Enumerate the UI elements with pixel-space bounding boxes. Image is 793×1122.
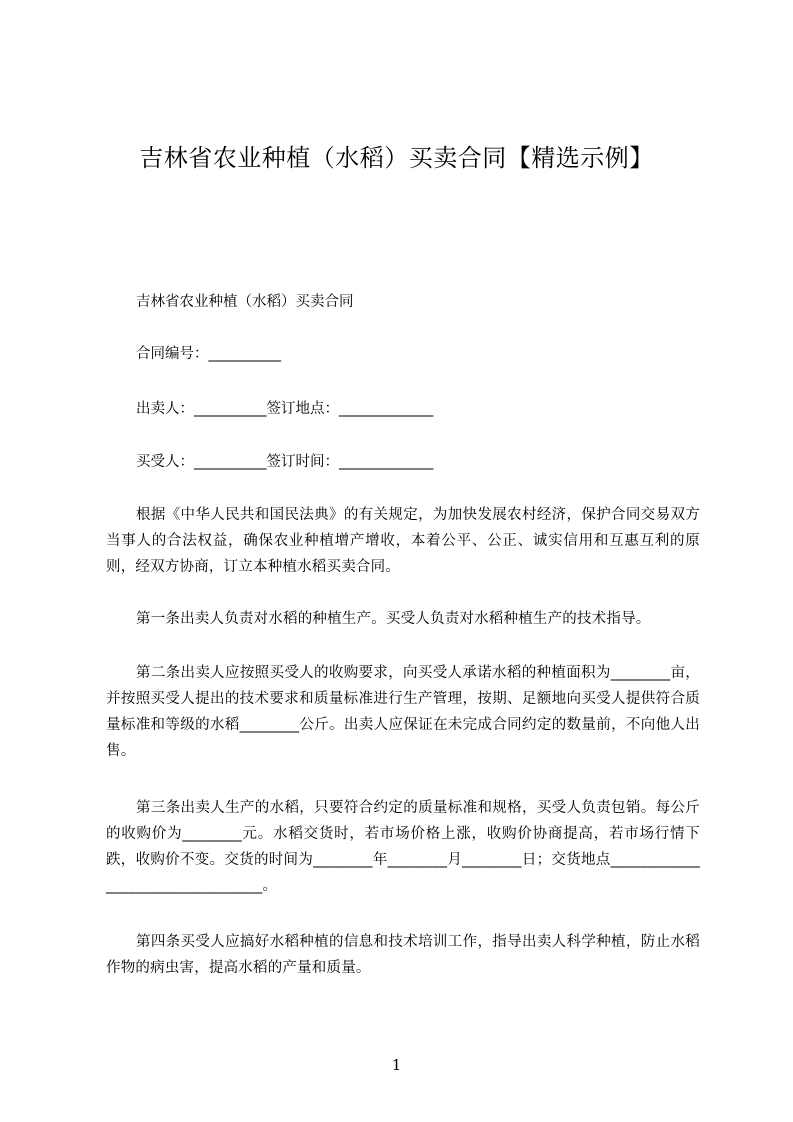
seller-signing-place-line: 出卖人：__________签订地点：_____________ [136,401,434,417]
contract-subtitle: 吉林省农业种植（水稻）买卖合同 [136,294,354,310]
preamble-paragraph: 根据《中华人民共和国民法典》的有关规定，为加快发展农村经济，保护合同交易双方当事人的合法权益，确保农业种植增产增收，本着公平、公正、诚实信用和互惠互利的原则，经双方协商，订立本种植水稻买卖合同。 [106,507,700,575]
document-title: 吉林省农业种植（水稻）买卖合同【精选示例】 [139,144,654,172]
article-3-paragraph: 第三条出卖人生产的水稻，只要符合约定的质量标准和规格，买受人负责包销。每公斤的收购价为________元。水稻交货时，若市场价格上涨，收购价协商提高，若市场行情下跌，收购价不变。交货的时间为________年________月________日；交货地点_________________________________。 [106,800,700,894]
article-1-paragraph: 第一条出卖人负责对水稻的种植生产。买受人负责对水稻种植生产的技术指导。 [136,611,651,627]
contract-number-field: 合同编号：__________ [136,346,281,362]
page-number: 1 [391,1056,402,1074]
buyer-signing-time-line: 买受人：__________签订时间：_____________ [136,454,434,470]
article-2-paragraph: 第二条出卖人应按照买受人的收购要求，向买受人承诺水稻的种植面积为________亩，并按照买受人提出的技术要求和质量标准进行生产管理，按期、足额地向买受人提供符合质量标准和等级的水稻________公斤。出卖人应保证在未完成合同约定的数量前，不向他人出售。 [106,665,700,759]
article-4-paragraph: 第四条买受人应搞好水稻种植的信息和技术培训工作，指导出卖人科学种植，防止水稻作物的病虫害，提高水稻的产量和质量。 [106,934,700,976]
